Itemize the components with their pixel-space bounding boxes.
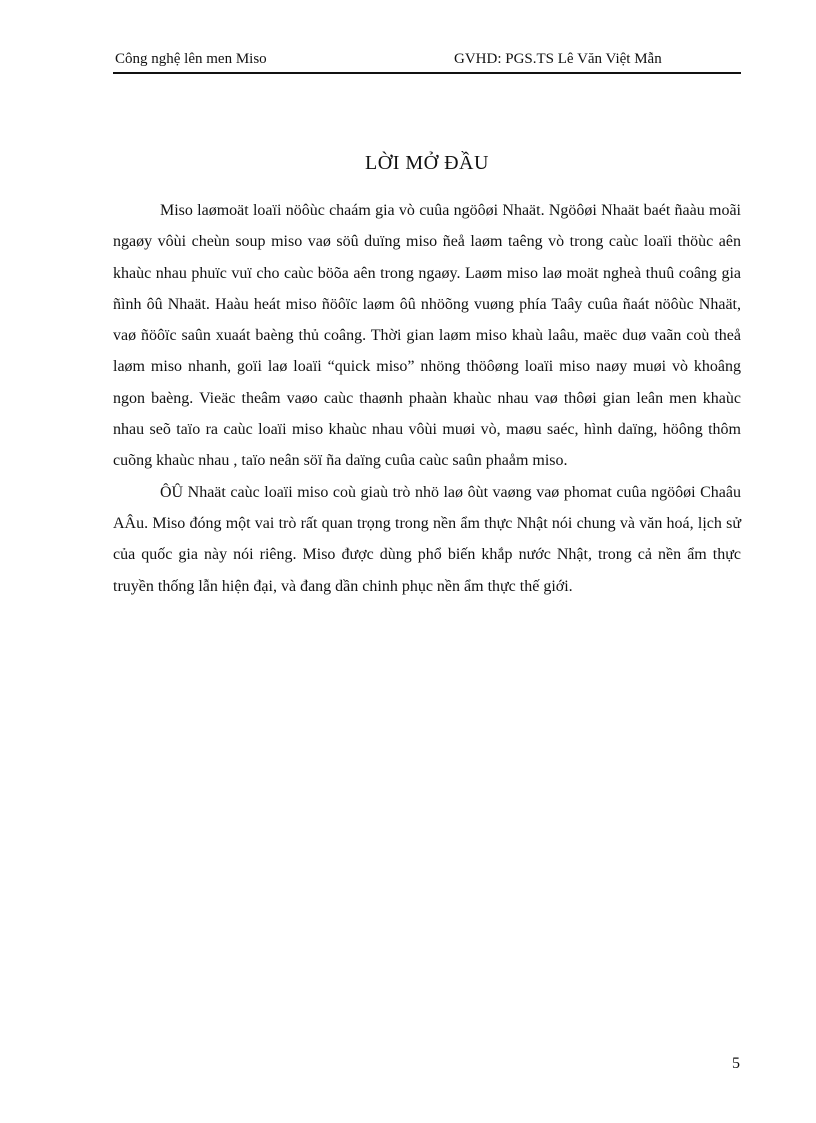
body-text	[113, 195, 741, 602]
header-divider	[113, 72, 741, 74]
page-title: LỜI MỞ ĐẦU	[365, 152, 489, 174]
header-course-title: Công nghệ lên men Miso	[115, 51, 267, 67]
page-number: 5	[732, 1055, 740, 1072]
paragraph-role: ÔÛ Nhaät caùc loaïi miso coù giaù trò nhö laø ôùt vaøng vaø phomat cuûa ngöôøi Chaâu AÂu. Miso đóng một vai trò rất quan trọng trong nền ẩm thực Nhật nói chung và văn hoá, lịch sử của quốc gia này nói riêng. Miso được dùng phổ biến khắp nước Nhật, trong cả nền ẩm thực truyền thống lẫn hiện đại, và đang dần chinh phục nền ẩm thực thế giới.	[113, 483, 741, 595]
running-header	[113, 50, 741, 72]
header-instructor: GVHD: PGS.TS Lê Văn Việt Mẫn	[454, 51, 662, 67]
paragraph-intro: Miso laømoät loaïi nöôùc chaám gia vò cuûa ngöôøi Nhaät. Ngöôøi Nhaät baét ñaàu moãi ngaøy vôùi cheùn soup miso vaø söû duïng miso ñeå laøm taêng vò trong caùc loaïi thöùc aên khaùc nhau phuïc vuï cho caùc böõa aên trong ngaøy. Laøm miso laø moät ngheà thuû coâng gia ñình ôû Nhaät. Haàu heát miso ñöôïc laøm ôû nhöõng vuøng phía Taây cuûa ñaát nöôùc Nhaät, vaø ñöôïc saûn xuaát baèng thủ coâng. Thời gian laøm miso khaù laâu, maëc duø vaãn coù theå laøm miso nhanh, goïi laø loaïi “quick miso” nhöng thöôøng loaïi miso naøy muøi vò khoâng ngon baèng. Vieäc theâm vaøo caùc thaønh phaàn khaùc nhau vaø thôøi gian leân men khaùc nhau seõ taïo ra caùc loaïi miso khaùc nhau vôùi muøi vò, maøu saéc, hình daïng, höông thôm cuõng khaùc nhau , taïo neân söï ña daïng cuûa caùc saûn phaåm miso.	[113, 202, 741, 470]
